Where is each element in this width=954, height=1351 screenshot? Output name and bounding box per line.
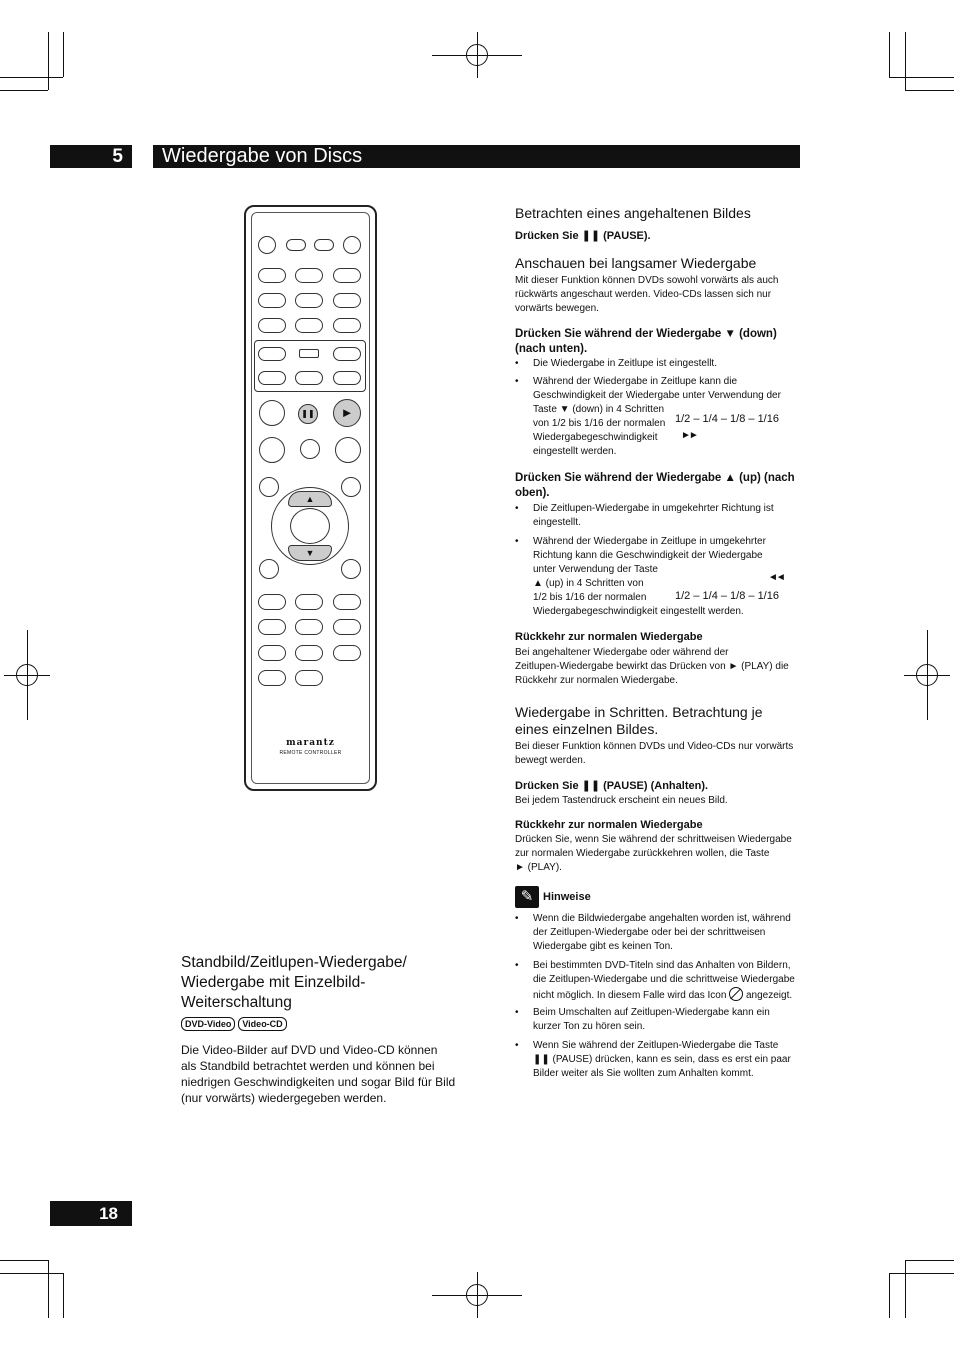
pause-icon: ❚❚	[301, 409, 315, 418]
heading-frame-advance: Wiedergabe in Schritten. Betrachtung je eines einzelnen Bildes.	[515, 704, 763, 737]
remote-button	[259, 400, 285, 426]
crop-mark	[48, 1260, 49, 1318]
remote-button	[314, 239, 334, 251]
remote-button	[259, 437, 285, 463]
crop-mark	[905, 32, 906, 90]
remote-control-illustration	[244, 205, 377, 791]
registration-mark	[904, 675, 950, 676]
section-intro: Die Video-Bilder auf DVD und Video-CD können als Standbild betrachtet werden und können bei niedrigen Geschwindigkeiten und sogar Bild für Bild (nur vorwärts) wiedergegeben werden.	[181, 1043, 456, 1105]
slow-reverse-icon: ◄◄	[768, 572, 784, 583]
remote-button	[335, 437, 361, 463]
crop-mark	[0, 77, 63, 78]
pencil-note-icon: ✎	[515, 886, 539, 908]
remote-button	[258, 236, 276, 254]
heading-return-normal: Rückkehr zur normalen Wiedergabe	[515, 631, 703, 643]
return-normal-text: Bei angehaltener Wiedergabe oder während der Zeitlupen-Wiedergabe bewirkt das Drücken von ► (PLAY) die Rückkehr zur normalen Wiedergabe.	[515, 647, 789, 686]
remote-button	[286, 239, 306, 251]
slow-motion-intro: Mit dieser Funktion können DVDs sowohl vorwärts als auch rückwärts angeschaut werden. Video-CDs lassen sich nur vorwärts bewegen.	[515, 275, 779, 314]
remote-button	[258, 371, 286, 385]
remote-button	[295, 371, 323, 385]
remote-button	[258, 594, 286, 610]
frame-advance-intro: Bei dieser Funktion können DVDs und Video-CDs nur vorwärts bewegt werden.	[515, 741, 794, 766]
crop-mark	[905, 90, 954, 91]
remote-button	[333, 645, 361, 661]
registration-mark	[432, 55, 522, 56]
remote-button	[258, 619, 286, 635]
remote-button	[258, 318, 286, 333]
notes-title: Hinweise	[543, 891, 591, 903]
crop-mark	[48, 32, 49, 90]
crop-mark	[0, 1260, 48, 1261]
remote-button	[258, 645, 286, 661]
crop-mark	[889, 32, 890, 77]
crop-mark	[905, 1260, 954, 1261]
chapter-number: 5	[50, 145, 132, 168]
remote-button	[295, 619, 323, 635]
remote-button	[300, 439, 320, 459]
enter-button	[290, 508, 330, 544]
remote-button	[333, 347, 361, 361]
note-item: • Bei bestimmten DVD-Titeln sind das Anhalten von Bildern, die Zeitlupen-Wiedergabe und die schrittweise Wiedergabe nicht möglich. In diesem Falle wird das Icon angezeigt.	[515, 960, 795, 1001]
note-item: • Wenn Sie während der Zeitlupen-Wiedergabe die Taste ❚❚ (PAUSE) drücken, kann es sein, dass es erst ein paar Bilder weiter als Sie wollten zum Anhalten kommt.	[515, 1040, 791, 1079]
crop-mark	[0, 90, 48, 91]
crop-mark	[905, 1260, 906, 1318]
remote-button	[259, 559, 279, 579]
up-arrow-icon: ▲	[305, 494, 315, 504]
remote-button	[295, 318, 323, 333]
down-button	[288, 545, 332, 561]
crop-mark	[889, 1273, 890, 1318]
remote-button	[333, 293, 361, 308]
instruction-up: Drücken Sie während der Wiedergabe ▲ (up) (nach oben).	[515, 472, 795, 499]
remote-button	[258, 293, 286, 308]
instruction-pause: Drücken Sie ❚❚ (PAUSE).	[515, 230, 651, 242]
remote-button	[333, 268, 361, 283]
note-item: • Beim Umschalten auf Zeitlupen-Wiedergabe kann ein kurzer Ton zu hören sein.	[515, 1007, 770, 1032]
remote-button	[258, 670, 286, 686]
remote-button	[295, 670, 323, 686]
pause-button	[298, 404, 318, 424]
remote-button	[333, 371, 361, 385]
heading-still-image: Betrachten eines angehaltenen Bildes	[515, 205, 751, 221]
instruction-down: Drücken Sie während der Wiedergabe ▼ (down) (nach unten).	[515, 328, 777, 355]
section-title: Standbild/Zeitlupen-Wiedergabe/ Wiedergabe mit Einzelbild- Weiterschaltung	[181, 954, 407, 1011]
remote-button	[299, 349, 319, 358]
remote-button	[295, 268, 323, 283]
remote-button	[341, 559, 361, 579]
remote-button	[295, 594, 323, 610]
page-number: 18	[50, 1201, 132, 1226]
disc-type-tags	[181, 1017, 287, 1031]
remote-button	[258, 268, 286, 283]
frame-advance-note: Bei jedem Tastendruck erscheint ein neues Bild.	[515, 795, 728, 806]
slow-forward-icon: ►►	[681, 430, 697, 441]
remote-label: REMOTE CONTROLLER	[279, 750, 342, 756]
crop-mark	[889, 77, 954, 78]
speed-sequence-reverse: 1/2 – 1/4 – 1/8 – 1/16	[675, 590, 779, 602]
remote-button	[341, 477, 361, 497]
crop-mark	[0, 1273, 63, 1274]
remote-brand-logo: marantz	[286, 738, 335, 748]
bullet-item: • Während der Wiedergabe in Zeitlupe kann die Geschwindigkeit der Wiedergabe unter Verwendung der Taste ▼ (down) in 4 Schritten von 1/2 bis 1/16 der normalen Wiedergabegeschwindigkeit eingestellt werden.	[515, 376, 781, 457]
crop-mark	[889, 1273, 954, 1274]
up-button	[288, 491, 332, 507]
play-button	[333, 399, 361, 427]
tag-dvd-video: DVD-Video	[181, 1017, 235, 1031]
chapter-title: Wiedergabe von Discs	[153, 145, 800, 168]
registration-mark	[4, 675, 50, 676]
instruction-pause-step: Drücken Sie ❚❚ (PAUSE) (Anhalten).	[515, 780, 709, 792]
remote-button	[295, 293, 323, 308]
play-icon: ►	[340, 405, 354, 420]
speed-sequence-forward: 1/2 – 1/4 – 1/8 – 1/16	[675, 413, 779, 425]
bullet-item: • Während der Wiedergabe in Zeitlupe in umgekehrter Richtung kann die Geschwindigkeit der Wiedergabe unter Verwendung der Taste ▲ (up) in 4 Schritten von 1/2 bis 1/16 der normalen Wiedergabegeschwindigkeit eingestellt werden.	[515, 536, 766, 617]
note-item: • Wenn die Bildwiedergabe angehalten worden ist, während der Zeitlupen-Wiedergabe oder bei der schrittweisen Wiedergabe gibt es keinen Ton.	[515, 913, 791, 952]
bullet-item: • Die Wiedergabe in Zeitlupe ist eingestellt.	[515, 358, 717, 369]
remote-button	[333, 318, 361, 333]
remote-button	[295, 645, 323, 661]
return-normal-text: Drücken Sie, wenn Sie während der schrittweisen Wiedergabe zur normalen Wiedergabe zurückkehren wollen, die Taste ► (PLAY).	[515, 834, 792, 873]
heading-slow-motion: Anschauen bei langsamer Wiedergabe	[515, 255, 757, 271]
remote-button	[333, 619, 361, 635]
tag-video-cd: Video-CD	[238, 1017, 286, 1031]
crop-mark	[63, 32, 64, 77]
crop-mark	[63, 1273, 64, 1318]
bullet-item: • Die Zeitlupen-Wiedergabe in umgekehrter Richtung ist eingestellt.	[515, 503, 774, 528]
registration-mark	[432, 1295, 522, 1296]
prohibited-icon	[729, 987, 743, 1001]
remote-button	[259, 477, 279, 497]
heading-return-normal: Rückkehr zur normalen Wiedergabe	[515, 819, 703, 831]
remote-button	[333, 594, 361, 610]
down-arrow-icon: ▼	[305, 548, 315, 558]
remote-button	[258, 347, 286, 361]
remote-button	[343, 236, 361, 254]
